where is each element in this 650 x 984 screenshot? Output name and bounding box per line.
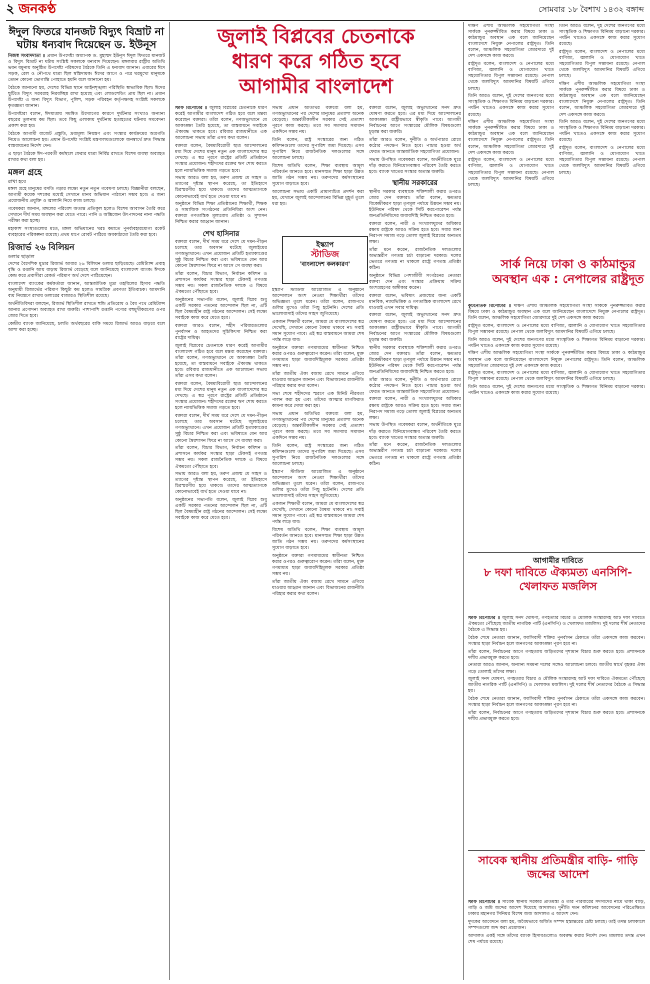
- page-number: ২: [6, 1, 15, 17]
- right-headline-2: [470, 556, 646, 594]
- right-headline-3: সাবেক স্থানীয় প্রতিমন্ত্রীর বাড়ি- গাড়ি জব্দের আদেশ: [478, 854, 638, 881]
- center-paragraph: তাঁরা জাতীয় ঐক্য বজায় রেখে সামনে এগিয়ে যাওয়ার আহ্বান জানান এবং বিভাজনের রাজনীতি পরিহার করার কথা বলেন।: [272, 372, 364, 390]
- center-paragraph: অনুষ্ঠানে বক্তারা গণমাধ্যমের স্বাধীনতা নিশ্চিত করার ওপরও গুরুত্বারোপ করেন। তাঁরা বলেন, মুক্ত গণমাধ্যম ছাড়া জবাবদিহিমূলক সরকার প্রতিষ্ঠা সম্ভব নয়।: [272, 346, 364, 370]
- right-paragraph: সাবেক স্থানীয় সরকার প্রতিমন্ত্রী ও তাঁর পরিবারের সদস্যদের নামে থাকা বাড়ি, গাড়ি ও জমি জব্দের আদেশ দিয়েছে আদালত। দুর্নীতি দমন কমিশনের আবেদনের পরিপ্রেক্ষিতে ঢাকার মহানগর সিনিয়র বিশেষ জজ আদালত এ আদেশ দেন।: [468, 900, 645, 918]
- center-column-3: [369, 106, 461, 980]
- right-paragraph: রাষ্ট্রদূত বলেন, বাংলাদেশ ও নেপালের মধ্যে বাণিজ্য, জ্বালানি ও যোগাযোগ খাতে সহযোগিতার বিপুল সম্ভাবনা রয়েছে। নেপাল থেকে জলবিদ্যুৎ আমদানির বিষয়টি এগিয়ে চলছে।: [559, 49, 645, 80]
- section-divider: [468, 552, 645, 553]
- center-paragraph: তিনি বলেন, রাষ্ট্র সংস্কারের জন্য গঠিত কমিশনগুলো তাদের সুপারিশ জমা দিয়েছে। এসব সুপারিশ নিয়ে রাজনৈতিক দলগুলোর সঙ্গে আলোচনা চলছে।: [272, 443, 364, 468]
- center-paragraph: সভায় প্রধান অতিথির বক্তব্যে বলা হয়, গণঅভ্যুত্থানের পর দেশের মানুষের প্রত্যাশা অনেক বেড়েছে। অন্তর্বর্তীকালীন সরকার সেই প্রত্যাশা পূরণে কাজ করছে। তবে সব সমস্যার সমাধান একদিনে সম্ভব নয়।: [272, 411, 364, 442]
- center-paragraph: অনুষ্ঠানে বিভিন্ন পেশাজীবী সংগঠনের নেতারা বক্তব্য দেন এবং সংস্কার প্রক্রিয়ায় সক্রিয় অংশগ্রহণের অঙ্গীকার করেন।: [369, 273, 461, 291]
- left-paragraph: দেশের বৈদেশিক মুদ্রার রিজার্ভ আবার ২৬ বিলিয়ন ডলার ছাড়িয়েছে। রেমিট্যান্স প্রবাহ বৃদ্ধি ও রপ্তানি আয় বাড়ায় রিজার্ভ বেড়েছে বলে জানিয়েছে বাংলাদেশ ব্যাংক। ঈদকে কেন্দ্র করে প্রবাসীরা রেকর্ড পরিমাণ অর্থ দেশে পাঠিয়েছেন।: [8, 261, 165, 280]
- right-headline-1: সার্ক নিয়ে ঢাকা ও কাঠমান্ডুর অবস্থান এক : নেপালের রাষ্ট্রদূত: [492, 257, 644, 286]
- center-paragraph: তাঁরা বলেন, বিচার বিভাগ, নির্বাচন কমিশন ও প্রশাসনে কার্যকর সংস্কার ছাড়া টেকসই গণতন্ত্র সম্ভব নয়। সকল রাজনৈতিক দলকে এ বিষয়ে ঐকমত্যে পৌঁছাতে হবে।: [175, 272, 267, 296]
- center-subhead: শেখ হাসিনার: [202, 229, 240, 238]
- center-paragraph: অনুষ্ঠানে বিভিন্ন শিক্ষা প্রতিষ্ঠানের শিক্ষার্থী, শিক্ষক ও সামাজিক সংগঠনের প্রতিনিধিরা অংশ নেন। বক্তারা গণতান্ত্রিক মূল্যবোধ প্রতিষ্ঠা ও সুশাসন নিশ্চিত করার আহ্বান জানান।: [175, 202, 267, 226]
- left-paragraph: উপদেষ্টারা বলেন, ঈদযাত্রায় সমন্বিত উদ্যোগের কারণে দুর্ঘটনার সংখ্যাও অন্যান্য বছরের তুলনায় কম ছিল। তবে কিছু এলাকায় দুর্ঘটনায় হতাহতের ঘটনায় সমবেদনা প্রকাশ করা হয়।: [8, 112, 165, 130]
- section-divider: [468, 850, 645, 851]
- center-paragraph: তাঁরা মনে করেন, রাজনৈতিক দলগুলোর অভ্যন্তরীণ গণতন্ত্র চর্চা বাড়ানো দরকার। দলের ভেতরে গণতন্ত্র না থাকলে রাষ্ট্রে গণতন্ত্র প্রতিষ্ঠা কঠিন।: [369, 443, 461, 467]
- column-rule: [463, 22, 464, 980]
- left-paragraph: এ ছাড়া বৈঠকে ঈদ-পরবর্তী কর্মস্থলে ফেরার যাত্রা নির্বিঘ্ন রাখতে বিশেষ ব্যবস্থা অব্যাহত রাখার কথা বলা হয়।: [8, 151, 165, 163]
- right-dateline: স্টাফ রিপোর্টার ॥: [468, 616, 501, 621]
- center-paragraph: তাঁরা জাতীয় ঐক্য বজায় রেখে সামনে এগিয়ে যাওয়ার আহ্বান জানান এবং বিভাজনের রাজনীতি পরিহার করার কথা বলেন।: [272, 579, 364, 597]
- center-dateline: স্টাফ রিপোর্টার ॥: [175, 106, 208, 111]
- left-paragraph: কেন্দ্রীয় ব্যাংক জানিয়েছে, চলতি অর্থবছরের বাকি সময়ে রিজার্ভ আরও বাড়বে বলে আশা করা হচ্ছে।: [8, 321, 165, 333]
- center-paragraph: অনুষ্ঠানের সভাপতি বলেন, জুলাই বিপ্লব শুধু একটি সরকার পতনের আন্দোলন ছিল না, এটি ছিল বৈষম্যহীন রাষ্ট্র গঠনের আন্দোলন। সেই লক্ষ্যে সবাইকে কাজ করে যেতে হবে।: [175, 298, 267, 322]
- center-paragraph: ইস্ক্যাপ স্টাডিজ আয়োজিত এ অনুষ্ঠানে আন্দোলনে অংশ নেওয়া শিক্ষার্থীরা তাঁদের অভিজ্ঞতা তুলে ধরেন। তাঁরা বলেন, রাজপথে গুলির মুখেও তাঁরা পিছু হটেননি। দেশের প্রতি ভালোবাসাই তাঁদের সাহস জুগিয়েছে।: [272, 288, 364, 318]
- right-paragraph: বৈঠক শেষে নেতারা জানান, ফ্যাসিবাদী শক্তির পুনর্বাসন ঠেকাতে তাঁরা একসঙ্গে কাজ করবেন। সংস্কার ছাড়া নির্বাচন হলে জনগণের আকাঙ্ক্ষা পূরণ হবে না।: [468, 635, 645, 647]
- center-paragraph: তাঁরা মনে করেন, রাজনৈতিক দলগুলোর অভ্যন্তরীণ গণতন্ত্র চর্চা বাড়ানো দরকার। দলের ভেতরে গণতন্ত্র না থাকলে রাষ্ট্রে গণতন্ত্র প্রতিষ্ঠা কঠিন।: [369, 247, 461, 272]
- right-paragraph: রাষ্ট্রদূত বলেন, বাংলাদেশ ও নেপালের মধ্যে বাণিজ্য, জ্বালানি ও যোগাযোগ খাতে সহযোগিতার বিপুল সম্ভাবনা রয়েছে। নেপাল থেকে জলবিদ্যুৎ আমদানির বিষয়টি এগিয়ে চলছে।: [468, 323, 645, 335]
- right-dateline: কূটনৈতিক রিপোর্টার ॥: [468, 304, 512, 309]
- center-subhead: স্থানীয় সরকারের: [392, 179, 438, 188]
- center-paragraph: স্থানীয় সরকার ব্যবস্থাকে শক্তিশালী করার ওপরও জোর দেন বক্তারা। তাঁরা বলেন, ক্ষমতার বিকেন্দ্রীকরণ ছাড়া তৃণমূল পর্যায়ে উন্নয়ন সম্ভব নয়। ইউনিয়ন পরিষদ থেকে সিটি করপোরেশন পর্যন্ত জনপ্রতিনিধিদের জবাবদিহি নিশ্চিত করতে হবে।: [369, 189, 461, 220]
- inset-line: স্টাডিজ: [310, 250, 340, 260]
- center-column-2-top: [272, 106, 364, 232]
- right-story-2: [468, 616, 645, 848]
- right-paragraph: রাষ্ট্রদূত বলেন, বাংলাদেশ ও নেপালের মধ্যে বাণিজ্য, জ্বালানি ও যোগাযোগ খাতে সহযোগিতার বিপুল সম্ভাবনা রয়েছে। নেপাল থেকে জলবিদ্যুৎ আমদানির বিষয়টি এগিয়ে চলছে।: [468, 158, 554, 188]
- right-paragraph: দক্ষিণ এশীয় আঞ্চলিক সহযোগিতা সংস্থা সার্ককে পুনরুজ্জীবিত করার বিষয়ে ঢাকা ও কাঠমান্ডুর অবস্থান এক বলে জানিয়েছেন বাংলাদেশে নিযুক্ত নেপালের রাষ্ট্রদূত। তিনি বলেন, আঞ্চলিক সহযোগিতা জোরদারে দুই দেশ একসঙ্গে কাজ করবে।: [559, 82, 645, 118]
- center-paragraph: একজন শিক্ষার্থী বলেন, আমরা যে বাংলাদেশের স্বপ্ন দেখেছি, সেখানে কোনো বৈষম্য থাকবে না। সবাই সমান সুযোগ পাবে। এই স্বপ্ন বাস্তবায়নে আমরা শেষ পর্যন্ত লড়ে যাব।: [272, 501, 364, 526]
- right-paragraph: তিনি আরও বলেন, দুই দেশের জনগণের মধ্যে সাংস্কৃতিক ও শিক্ষাগত বিনিময় বাড়ানো দরকার। পর্যটন খাতেও একসঙ্গে কাজ করার সুযোগ রয়েছে।: [468, 337, 645, 349]
- right-paragraph: তিনি আরও বলেন, দুই দেশের জনগণের মধ্যে সাংস্কৃতিক ও শিক্ষাগত বিনিময় বাড়ানো দরকার। পর্যটন খাতেও একসঙ্গে কাজ করার সুযোগ রয়েছে।: [468, 94, 554, 118]
- center-paragraph: বক্তারা বলেন, জুলাই অভ্যুত্থানের সনদ দ্রুত ঘোষণা করতে হবে। এর মধ্য দিয়ে আন্দোলনের আকাঙ্ক্ষা রাষ্ট্রীয়ভাবে স্বীকৃতি পাবে। আগামী নির্বাচনের আগে সংস্কারের মৌলিক বিষয়গুলো চূড়ান্ত করা জরুরি।: [369, 106, 461, 136]
- right-paragraph: দক্ষিণ এশীয় আঞ্চলিক সহযোগিতা সংস্থা সার্ককে পুনরুজ্জীবিত করার বিষয়ে ঢাকা ও কাঠমান্ডুর অবস্থান এক বলে জানিয়েছেন বাংলাদেশে নিযুক্ত নেপালের রাষ্ট্রদূত। তিনি বলেন, আঞ্চলিক সহযোগিতা জোরদারে দুই দেশ একসঙ্গে কাজ করবে।: [468, 120, 554, 156]
- center-paragraph: জুলাই বিপ্লবের চেতনাকে ধারণ করেই আগামীর বাংলাদেশ গঠিত হবে বলে মন্তব্য করেছেন বক্তারা। তাঁরা বলেন, গণঅভ্যুত্থানে যে আকাঙ্ক্ষা তৈরি হয়েছে, তা বাস্তবায়নে সবাইকে ঐক্যবদ্ধ থাকতে হবে। রবিবার রাজধানীতে এক আলোচনা সভায় তাঁরা এসব কথা বলেন।: [175, 106, 267, 142]
- center-paragraph: সভায় আরও বলা হয়, তরুণ প্রজন্ম যে সাহস ও ত্যাগের দৃষ্টান্ত স্থাপন করেছে, তা ইতিহাসে চিরস্মরণীয় হয়ে থাকবে। তাদের আত্মত্যাগকে কোনোভাবেই ব্যর্থ হতে দেওয়া যাবে না।: [175, 472, 267, 496]
- left-paragraph: প্রধান উপদেষ্টা অধ্যাপক ড. মুহাম্মদ ইউনূস ঈদুল ফিতরে যানজট ও বিদ্যুৎ বিভ্রাট না ঘটায় সংশ্লিষ্ট সকলকে ধন্যবাদ দিয়েছেন। মঙ্গলবার রাষ্ট্রীয় অতিথি ভবন যমুনায় অনুষ্ঠিত উপদেষ্টা পরিষদের বৈঠকে তিনি এ ধন্যবাদ জানান। এবারের ঈদে সড়ক, রেল ও নৌপথে যাত্রা ছিল স্বস্তিদায়ক। ঈদের আগে ও পরে ঘরমুখো মানুষকে তেমন কোনো ভোগান্তি পোহাতে হয়নি বলে জানানো হয়।: [8, 54, 165, 84]
- right-headline-2-text: ৮ দফা দাবিতে ঐক্যমত্য এনসিপি- খেলাফত মজলিস: [483, 566, 633, 593]
- left-paragraph: অর্থনীতিবিদরা বলছেন, রিজার্ভ স্থিতিশীল রাখতে হুন্ডি প্রতিরোধ ও বৈধ পথে রেমিট্যান্স আনার প্রণোদনা অব্যাহত রাখা জরুরি। পাশাপাশি রপ্তানি পণ্যের বহুমুখীকরণের ওপর জোর দিতে হবে।: [8, 301, 165, 319]
- right-paragraph: জুলাই সনদ ঘোষণা, গণহত্যার বিচার ও মৌলিক সংস্কারসহ আট দফা দাবিতে ঐকমত্যে পৌঁছেছে জাতীয় নাগরিক পার্টি (এনসিপি) ও খেলাফত মজলিস। দুই দলের শীর্ষ নেতাদের বৈঠকে এ সিদ্ধান্ত হয়।: [468, 616, 645, 634]
- center-paragraph: একজন শিক্ষার্থী বলেন, আমরা যে বাংলাদেশের স্বপ্ন দেখেছি, সেখানে কোনো বৈষম্য থাকবে না। সবাই সমান সুযোগ পাবে। এই স্বপ্ন বাস্তবায়নে আমরা শেষ পর্যন্ত লড়ে যাব।: [272, 320, 364, 344]
- right-dateline: স্টাফ রিপোর্টার ॥: [468, 900, 501, 905]
- paper-name: জনকণ্ঠ: [18, 1, 56, 17]
- center-paragraph: স্থানীয় সরকার ব্যবস্থাকে শক্তিশালী করার ওপরও জোর দেন বক্তারা। তাঁরা বলেন, ক্ষমতার বিকেন্দ্রীকরণ ছাড়া তৃণমূল পর্যায়ে উন্নয়ন সম্ভব নয়। ইউনিয়ন পরিষদ থেকে সিটি করপোরেশন পর্যন্ত জনপ্রতিনিধিদের জবাবদিহি নিশ্চিত করতে হবে।: [369, 345, 461, 375]
- center-paragraph: বক্তারা বলেন, দীর্ঘ সময় ধরে দেশে যে দমন-পীড়ন চলেছে তার অবসান ঘটেছে জুলাইয়ের গণঅভ্যুত্থানে। এখন প্রয়োজন প্রতিটি হত্যাকাণ্ডের সুষ্ঠু বিচার নিশ্চিত করা এবং ভবিষ্যতে যেন আর কোনো স্বৈরশাসন ফিরে না আসে সে ব্যবস্থা করা।: [175, 240, 267, 270]
- left-subhead-2: রাখা হবে: [8, 178, 26, 185]
- right-paragraph: তাঁরা বলেন, নির্বাচনের আগে গণহত্যায় জড়িতদের দৃশ্যমান বিচার শুরু করতে হবে। প্রশাসনকে দলীয় প্রভাবমুক্ত করতে হবে।: [468, 710, 645, 722]
- center-paragraph: বক্তারা বলেন, নারী ও সংখ্যালঘুদের অধিকার রক্ষায় রাষ্ট্রকে আরও সক্রিয় হতে হবে। সবার জন্য নিরাপদ সমাজ গড়ে তোলা জুলাই বিপ্লবের অন্যতম লক্ষ্য।: [369, 397, 461, 421]
- left-paragraph: বাংলাদেশ ব্যাংকের কর্মকর্তারা জানান, আন্তর্জাতিক মুদ্রা তহবিলের হিসাব পদ্ধতি অনুযায়ী রিজার্ভের পরিমাণ কিছুটা কম হলেও সামগ্রিক প্রবণতা ইতিবাচক। আমদানি ব্যয় নিয়ন্ত্রণে রাখায় ডলারের বাজারও স্থিতিশীল রয়েছে।: [8, 281, 165, 299]
- center-paragraph: তাঁরা আরও বলেন, দুর্নীতি ও অর্থপাচার রোধে কঠোর পদক্ষেপ নিতে হবে। পাচার হওয়া অর্থ ফেরত আনতে আন্তর্জাতিক সহযোগিতা প্রয়োজন।: [369, 377, 461, 395]
- center-paragraph: তিনি বলেন, রাষ্ট্র সংস্কারের জন্য গঠিত কমিশনগুলো তাদের সুপারিশ জমা দিয়েছে। এসব সুপারিশ নিয়ে রাজনৈতিক দলগুলোর সঙ্গে আলোচনা চলছে।: [272, 138, 364, 162]
- right-paragraph: রাষ্ট্রদূত বলেন, বাংলাদেশ ও নেপালের মধ্যে বাণিজ্য, জ্বালানি ও যোগাযোগ খাতে সহযোগিতার বিপুল সম্ভাবনা রয়েছে। নেপাল থেকে জলবিদ্যুৎ আমদানির বিষয়টি এগিয়ে চলছে।: [559, 146, 645, 176]
- center-paragraph: বক্তারা আরও বলেন, শহীদ পরিবারগুলোর পুনর্বাসন ও আহতদের সুচিকিৎসা নিশ্চিত করা রাষ্ট্রের দায়িত্ব।: [175, 324, 267, 342]
- center-paragraph: সভায় উপস্থিত গবেষকরা বলেন, অর্থনীতিকে ঘুরে দাঁড় করাতে বিনিয়োগবান্ধব পরিবেশ তৈরি করতে হবে। ব্যাংক খাতের সংস্কার অত্যন্ত জরুরি।: [369, 423, 461, 441]
- center-paragraph: বিশেষ অতিথি বলেন, শিক্ষা ব্যবস্থায় আমূল পরিবর্তন আনতে হবে। মানসম্মত শিক্ষা ছাড়া উন্নত জাতি গঠন সম্ভব নয়। তরুণদের কর্মসংস্থানের সুযোগ বাড়াতে হবে।: [272, 527, 364, 552]
- center-paragraph: সভায় আরও বলা হয়, তরুণ প্রজন্ম যে সাহস ও ত্যাগের দৃষ্টান্ত স্থাপন করেছে, তা ইতিহাসে চিরস্মরণীয় হয়ে থাকবে। তাদের আত্মত্যাগকে কোনোভাবেই ব্যর্থ হতে দেওয়া যাবে না।: [175, 176, 267, 200]
- center-paragraph: বক্তারা বলেন, ভবিষ্যৎ প্রজন্মের জন্য একটি মানবিক, ন্যায়ভিত্তিক ও গণতান্ত্রিক বাংলাদেশ রেখে যাওয়াই এখন সবার দায়িত্ব।: [369, 293, 461, 311]
- right-paragraph: তাঁরা বলেন, নির্বাচনের আগে গণহত্যায় জড়িতদের দৃশ্যমান বিচার শুরু করতে হবে। প্রশাসনকে দলীয় প্রভাবমুক্ত করতে হবে।: [468, 649, 645, 661]
- right-paragraph: দুদকের আবেদনে বলা হয়, অবৈধভাবে অর্জিত সম্পদ হস্তান্তরের চেষ্টা চলছে। তাই তদন্ত চলাকালে সম্পদগুলো জব্দ করা প্রয়োজন।: [468, 919, 645, 931]
- left-dateline: নিজস্ব সংবাদদাতা ॥: [8, 54, 46, 59]
- center-paragraph: সভা শেষে শহীদদের স্মরণে এক মিনিট নীরবতা পালন করা হয় এবং তাঁদের আত্মার মাগফিরাত কামনা করে দোয়া করা হয়।: [272, 391, 364, 410]
- right-paragraph: তিনি আরও বলেন, দুই দেশের জনগণের মধ্যে সাংস্কৃতিক ও শিক্ষাগত বিনিময় বাড়ানো দরকার। পর্যটন খাতেও একসঙ্গে কাজ করার সুযোগ রয়েছে।: [559, 120, 645, 144]
- left-paragraph: মহাকাশ সংস্থাগুলোর মতে, মঙ্গল অভিযানের খরচ কমাতে পুনর্ব্যবহারযোগ্য রকেট ব্যবহারের পরিকল্পনা রয়েছে। প্রথম ধাপে রোবট পাঠিয়ে অবকাঠামো তৈরি করা হবে।: [8, 226, 165, 238]
- left-headline-2: মঙ্গল গ্রহে: [8, 167, 42, 178]
- center-paragraph: বিশেষ অতিথি বলেন, শিক্ষা ব্যবস্থায় আমূল পরিবর্তন আনতে হবে। মানসম্মত শিক্ষা ছাড়া উন্নত জাতি গঠন সম্ভব নয়। তরুণদের কর্মসংস্থানের সুযোগ বাড়াতে হবে।: [272, 164, 364, 188]
- right-paragraph: নেতারা আরও জানান, অন্যান্য সমমনা দলের সঙ্গেও আলোচনা চলবে। জাতীয় স্বার্থে বৃহত্তর ঐক্য গড়ে তোলাই তাঁদের লক্ষ্য।: [468, 663, 645, 675]
- center-paragraph: আলোচনা সভায় একটি প্রামাণ্যচিত্র প্রদর্শন করা হয়, যেখানে জুলাই আন্দোলনের বিভিন্ন মুহূর্ত তুলে ধরা হয়।: [272, 190, 364, 208]
- right-top-text-a: [468, 24, 554, 252]
- center-column-2-bottom: [272, 288, 364, 980]
- right-story-1: [468, 304, 645, 550]
- right-paragraph: দক্ষিণ এশীয় আঞ্চলিক সহযোগিতা সংস্থা সার্ককে পুনরুজ্জীবিত করার বিষয়ে ঢাকা ও কাঠমান্ডুর অবস্থান এক বলে জানিয়েছেন বাংলাদেশে নিযুক্ত নেপালের রাষ্ট্রদূত। তিনি বলেন, আঞ্চলিক সহযোগিতা জোরদারে দুই দেশ একসঙ্গে কাজ করবে।: [468, 304, 645, 322]
- center-paragraph: তাঁরা আরও বলেন, দুর্নীতি ও অর্থপাচার রোধে কঠোর পদক্ষেপ নিতে হবে। পাচার হওয়া অর্থ ফেরত আনতে আন্তর্জাতিক সহযোগিতা প্রয়োজন।: [369, 138, 461, 156]
- right-paragraph: রাষ্ট্রদূত বলেন, বাংলাদেশ ও নেপালের মধ্যে বাণিজ্য, জ্বালানি ও যোগাযোগ খাতে সহযোগিতার বিপুল সম্ভাবনা রয়েছে। নেপাল থেকে জলবিদ্যুৎ আমদানির বিষয়টি এগিয়ে চলছে।: [468, 62, 554, 92]
- center-paragraph: সভায় প্রধান অতিথির বক্তব্যে বলা হয়, গণঅভ্যুত্থানের পর দেশের মানুষের প্রত্যাশা অনেক বেড়েছে। অন্তর্বর্তীকালীন সরকার সেই প্রত্যাশা পূরণে কাজ করছে। তবে সব সমস্যার সমাধান একদিনে সম্ভব নয়।: [272, 106, 364, 136]
- right-top-text-b: [559, 24, 645, 252]
- right-paragraph: জুলাই সনদ ঘোষণা, গণহত্যার বিচার ও মৌলিক সংস্কারসহ আট দফা দাবিতে ঐকমত্যে পৌঁছেছে জাতীয় নাগরিক পার্টি (এনসিপি) ও খেলাফত মজলিস। দুই দলের শীর্ষ নেতাদের বৈঠকে এ সিদ্ধান্ত হয়।: [468, 677, 645, 695]
- left-subhead-3: ডলার ছাড়াল: [8, 253, 35, 260]
- right-paragraph: আদালত একই সঙ্গে তাঁদের ব্যাংক হিসাবগুলোও অবরুদ্ধ করার নির্দেশ দেন। মামলার তদন্ত এখন শেষ পর্যায়ে রয়েছে।: [468, 933, 645, 945]
- center-paragraph: অনুষ্ঠানে বক্তারা গণমাধ্যমের স্বাধীনতা নিশ্চিত করার ওপরও গুরুত্বারোপ করেন। তাঁরা বলেন, মুক্ত গণমাধ্যম ছাড়া জবাবদিহিমূলক সরকার প্রতিষ্ঠা সম্ভব নয়।: [272, 553, 364, 578]
- center-column-1: [175, 106, 267, 980]
- right-paragraph: বৈঠক শেষে নেতারা জানান, ফ্যাসিবাদী শক্তির পুনর্বাসন ঠেকাতে তাঁরা একসঙ্গে কাজ করবেন। সংস্কার ছাড়া নির্বাচন হলে জনগণের আকাঙ্ক্ষা পূরণ হবে না।: [468, 697, 645, 709]
- right-paragraph: রাষ্ট্রদূত বলেন, বাংলাদেশ ও নেপালের মধ্যে বাণিজ্য, জ্বালানি ও যোগাযোগ খাতে সহযোগিতার বিপুল সম্ভাবনা রয়েছে। নেপাল থেকে জলবিদ্যুৎ আমদানির বিষয়টি এগিয়ে চলছে।: [468, 371, 645, 383]
- left-paragraph: মঙ্গল গ্রহে মানুষের বসতি গড়ার লক্ষ্যে নতুন নতুন গবেষণা চলছে। বিজ্ঞানীরা বলছেন, আগামী কয়েক দশকের মধ্যেই সেখানে মানব অভিযান পাঠানো সম্ভব হবে। এ জন্য প্রয়োজনীয় প্রযুক্তি ও জ্বালানি নিয়ে কাজ চলছে।: [8, 186, 165, 205]
- left-paragraph: বৈঠকে জানানো হয়, দেশের বিভিন্ন স্থানে আইনশৃঙ্খলা পরিস্থিতি স্বাভাবিক ছিল। ঈদের ছুটিতে বিদ্যুৎ সরবরাহ নিরবচ্ছিন্ন রাখা হয়েছে এবং লোডশেডিং প্রায় ছিল না। প্রধান উপদেষ্টা এ জন্য বিদ্যুৎ বিভাগ, পুলিশ, সড়ক পরিবহন কর্তৃপক্ষসহ সংশ্লিষ্ট সকলকে কৃতজ্ঞতা জানান।: [8, 86, 165, 110]
- center-paragraph: বক্তারা বলেন, বৈষম্যবিরোধী ছাত্র আন্দোলনের মধ্য দিয়ে দেশের মানুষ নতুন এক বাংলাদেশের স্বপ্ন দেখছে। এ স্বপ্ন পূরণে রাষ্ট্রের প্রতিটি প্রতিষ্ঠানে সংস্কার প্রয়োজন। শহীদদের রক্তের ঋণ শোধ করতে হলে ন্যায়ভিত্তিক সমাজ গড়তে হবে।: [175, 144, 267, 174]
- left-headline: ঈদুল ফিতরে যানজট বিদ্যুৎ বিভ্রাট না ঘটায় ধন্যবাদ দিয়েছেন ড. ইউনূস: [8, 26, 165, 51]
- main-headline-line: জুলাই বিপ্লবের চেতনাকে: [217, 24, 415, 48]
- center-paragraph: জুলাই বিপ্লবের চেতনাকে ধারণ করেই আগামীর বাংলাদেশ গঠিত হবে বলে মন্তব্য করেছেন বক্তারা। তাঁরা বলেন, গণঅভ্যুত্থানে যে আকাঙ্ক্ষা তৈরি হয়েছে, তা বাস্তবায়নে সবাইকে ঐক্যবদ্ধ থাকতে হবে। রবিবার রাজধানীতে এক আলোচনা সভায় তাঁরা এসব কথা বলেন।: [175, 343, 267, 380]
- left-column: [8, 24, 165, 980]
- column-rule: [169, 22, 170, 980]
- page-header: [6, 0, 644, 21]
- center-paragraph: অনুষ্ঠানের সভাপতি বলেন, জুলাই বিপ্লব শুধু একটি সরকার পতনের আন্দোলন ছিল না, এটি ছিল বৈষম্যহীন রাষ্ট্র গঠনের আন্দোলন। সেই লক্ষ্যে সবাইকে কাজ করে যেতে হবে।: [175, 498, 267, 522]
- center-paragraph: ইস্ক্যাপ স্টাডিজ আয়োজিত এ অনুষ্ঠানে আন্দোলনে অংশ নেওয়া শিক্ষার্থীরা তাঁদের অভিজ্ঞতা তুলে ধরেন। তাঁরা বলেন, রাজপথে গুলির মুখেও তাঁরা পিছু হটেননি। দেশের প্রতি ভালোবাসাই তাঁদের সাহস জুগিয়েছে।: [272, 469, 364, 500]
- right-paragraph: দক্ষিণ এশীয় আঞ্চলিক সহযোগিতা সংস্থা সার্ককে পুনরুজ্জীবিত করার বিষয়ে ঢাকা ও কাঠমান্ডুর অবস্থান এক বলে জানিয়েছেন বাংলাদেশে নিযুক্ত নেপালের রাষ্ট্রদূত। তিনি বলেন, আঞ্চলিক সহযোগিতা জোরদারে দুই দেশ একসঙ্গে কাজ করবে।: [468, 351, 645, 369]
- center-paragraph: বক্তারা বলেন, বৈষম্যবিরোধী ছাত্র আন্দোলনের মধ্য দিয়ে দেশের মানুষ নতুন এক বাংলাদেশের স্বপ্ন দেখছে। এ স্বপ্ন পূরণে রাষ্ট্রের প্রতিটি প্রতিষ্ঠানে সংস্কার প্রয়োজন। শহীদদের রক্তের ঋণ শোধ করতে হলে ন্যায়ভিত্তিক সমাজ গড়তে হবে।: [175, 382, 267, 412]
- center-paragraph: বক্তারা বলেন, জুলাই অভ্যুত্থানের সনদ দ্রুত ঘোষণা করতে হবে। এর মধ্য দিয়ে আন্দোলনের আকাঙ্ক্ষা রাষ্ট্রীয়ভাবে স্বীকৃতি পাবে। আগামী নির্বাচনের আগে সংস্কারের মৌলিক বিষয়গুলো চূড়ান্ত করা জরুরি।: [369, 313, 461, 343]
- right-paragraph: তিনি আরও বলেন, দুই দেশের জনগণের মধ্যে সাংস্কৃতিক ও শিক্ষাগত বিনিময় বাড়ানো দরকার। পর্যটন খাতেও একসঙ্গে কাজ করার সুযোগ রয়েছে।: [559, 24, 645, 48]
- left-paragraph: গবেষকরা জানান, মঙ্গলের পরিবেশ অত্যন্ত প্রতিকূল হলেও বিশেষ আবাসন তৈরি করে সেখানে দীর্ঘ সময় অবস্থান করা যেতে পারে। পানি ও অক্সিজেন উৎপাদনের নানা পদ্ধতি পরীক্ষা করা হচ্ছে।: [8, 206, 165, 225]
- center-paragraph: সভায় উপস্থিত গবেষকরা বলেন, অর্থনীতিকে ঘুরে দাঁড় করাতে বিনিয়োগবান্ধব পরিবেশ তৈরি করতে হবে। ব্যাংক খাতের সংস্কার অত্যন্ত জরুরি।: [369, 157, 461, 176]
- right-headline-2-kicker: আগামীর দাবিতে: [533, 556, 583, 565]
- inset-line: ইস্ক্যাপ: [316, 241, 334, 249]
- center-paragraph: বক্তারা বলেন, নারী ও সংখ্যালঘুদের অধিকার রক্ষায় রাষ্ট্রকে আরও সক্রিয় হতে হবে। সবার জন্য নিরাপদ সমাজ গড়ে তোলা জুলাই বিপ্লবের অন্যতম লক্ষ্য।: [369, 221, 461, 246]
- right-story-3: [468, 900, 645, 980]
- main-headline-line: ধারণ করে গঠিত হবে: [231, 49, 401, 73]
- right-paragraph: দক্ষিণ এশীয় আঞ্চলিক সহযোগিতা সংস্থা সার্ককে পুনরুজ্জীবিত করার বিষয়ে ঢাকা ও কাঠমান্ডুর অবস্থান এক বলে জানিয়েছেন বাংলাদেশে নিযুক্ত নেপালের রাষ্ট্রদূত। তিনি বলেন, আঞ্চলিক সহযোগিতা জোরদারে দুই দেশ একসঙ্গে কাজ করবে।: [468, 24, 554, 60]
- inset-line: 'বাংলাদেশ কলকারণ': [299, 261, 351, 268]
- center-paragraph: তাঁরা বলেন, বিচার বিভাগ, নির্বাচন কমিশন ও প্রশাসনে কার্যকর সংস্কার ছাড়া টেকসই গণতন্ত্র সম্ভব নয়। সকল রাজনৈতিক দলকে এ বিষয়ে ঐকমত্যে পৌঁছাতে হবে।: [175, 446, 267, 470]
- main-headline: [175, 24, 457, 99]
- center-paragraph: বক্তারা বলেন, দীর্ঘ সময় ধরে দেশে যে দমন-পীড়ন চলেছে তার অবসান ঘটেছে জুলাইয়ের গণঅভ্যুত্থানে। এখন প্রয়োজন প্রতিটি হত্যাকাণ্ডের সুষ্ঠু বিচার নিশ্চিত করা এবং ভবিষ্যতে যেন আর কোনো স্বৈরশাসন ফিরে না আসে সে ব্যবস্থা করা।: [175, 414, 267, 444]
- main-headline-line: আগামীর বাংলাদেশ: [239, 74, 393, 98]
- right-paragraph: তিনি আরও বলেন, দুই দেশের জনগণের মধ্যে সাংস্কৃতিক ও শিক্ষাগত বিনিময় বাড়ানো দরকার। পর্যটন খাতেও একসঙ্গে কাজ করার সুযোগ রয়েছে।: [468, 385, 645, 397]
- left-headline-3: রিজার্ভ ২৬ বিলিয়ন: [8, 242, 75, 253]
- inset-box: [282, 236, 368, 284]
- left-paragraph: বৈঠকে আগামী বাজেট প্রস্তুতি, দ্রব্যমূল্য নিয়ন্ত্রণ এবং সংস্কার কার্যক্রমের অগ্রগতি নিয়েও আলোচনা হয়। প্রধান উপদেষ্টা সংশ্লিষ্ট মন্ত্রণালয়গুলোকে জনস্বার্থে দ্রুত সিদ্ধান্ত বাস্তবায়নের নির্দেশ দেন।: [8, 131, 165, 150]
- edition-date: সোমবার ১৮ বৈশাখ ১৪৩২ বঙ্গাব্দ: [538, 4, 644, 14]
